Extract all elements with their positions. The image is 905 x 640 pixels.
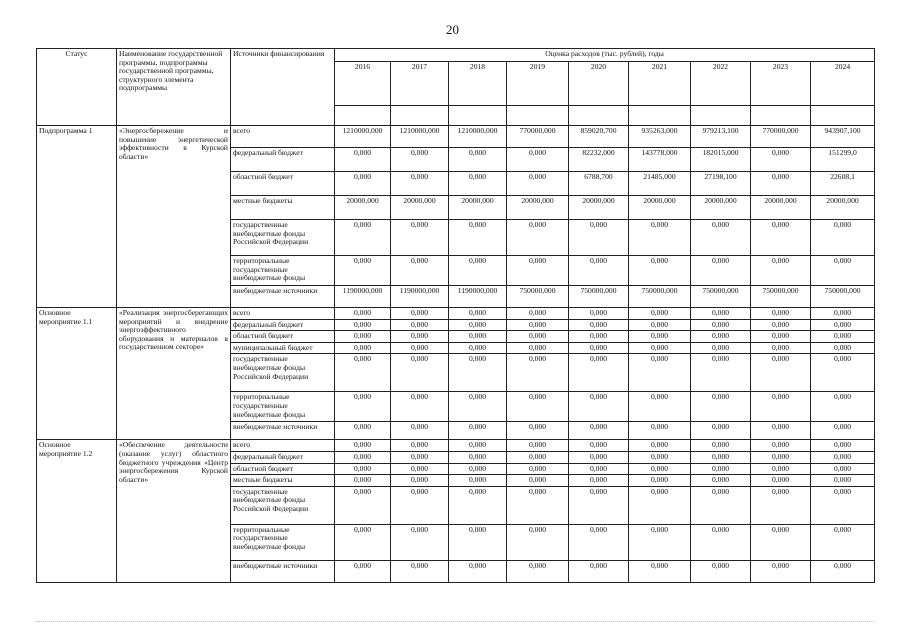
funding-source: государственные внебюджетные фонды Российской Федерации: [231, 354, 335, 392]
amount-cell: 1190000,000: [335, 286, 391, 308]
amount-cell: 20000,000: [449, 196, 507, 220]
header-blank-cell: [507, 106, 569, 126]
amount-cell: 0,000: [751, 354, 811, 392]
amount-cell: 0,000: [449, 331, 507, 343]
amount-cell: 0,000: [507, 319, 569, 331]
amount-cell: 0,000: [449, 524, 507, 560]
section-status: Основное мероприятие 1.2: [37, 440, 117, 582]
amount-cell: 0,000: [391, 172, 449, 196]
amount-cell: 20000,000: [507, 196, 569, 220]
amount-cell: 0,000: [811, 256, 875, 286]
header-source: Источники финансирования: [231, 49, 335, 126]
funding-source: областной бюджет: [231, 172, 335, 196]
amount-cell: 0,000: [449, 422, 507, 440]
amount-cell: 750000,000: [751, 286, 811, 308]
amount-cell: 0,000: [449, 451, 507, 463]
funding-source: всего: [231, 126, 335, 148]
amount-cell: 0,000: [391, 560, 449, 582]
amount-cell: 0,000: [751, 331, 811, 343]
section-name: «Обеспечение деятельности (оказание услуг) областного бюджетного учреждения «Центр энергосбережения Курской области»: [117, 440, 231, 582]
amount-cell: 0,000: [691, 256, 751, 286]
amount-cell: 21485,000: [629, 172, 691, 196]
amount-cell: 0,000: [335, 342, 391, 354]
amount-cell: 0,000: [629, 524, 691, 560]
amount-cell: 0,000: [335, 422, 391, 440]
amount-cell: 0,000: [391, 486, 449, 524]
amount-cell: 0,000: [335, 560, 391, 582]
header-blank-cell: [569, 106, 629, 126]
amount-cell: 182015,000: [691, 148, 751, 172]
amount-cell: 0,000: [335, 331, 391, 343]
amount-cell: 0,000: [569, 486, 629, 524]
amount-cell: 0,000: [391, 319, 449, 331]
amount-cell: 0,000: [811, 486, 875, 524]
amount-cell: 0,000: [751, 451, 811, 463]
amount-cell: 0,000: [811, 331, 875, 343]
expenditure-table: [36, 48, 875, 583]
amount-cell: 750000,000: [507, 286, 569, 308]
amount-cell: 0,000: [569, 331, 629, 343]
header-year: 2018: [449, 62, 507, 106]
amount-cell: 0,000: [629, 220, 691, 256]
header-year: 2022: [691, 62, 751, 106]
amount-cell: 0,000: [449, 354, 507, 392]
amount-cell: 0,000: [751, 392, 811, 422]
amount-cell: 0,000: [569, 451, 629, 463]
amount-cell: 0,000: [391, 342, 449, 354]
amount-cell: 0,000: [449, 560, 507, 582]
funding-source: внебюджетные источники: [231, 560, 335, 582]
amount-cell: 20000,000: [751, 196, 811, 220]
table-row: [37, 440, 875, 452]
section-name: «Реализация энергосберегающих мероприятий и внедрение энергоэффективного оборудования и материалов в государственном секторе»: [117, 308, 231, 440]
amount-cell: 0,000: [629, 319, 691, 331]
amount-cell: 0,000: [629, 475, 691, 487]
funding-source: областной бюджет: [231, 331, 335, 343]
amount-cell: 0,000: [811, 392, 875, 422]
header-blank-cell: [811, 106, 875, 126]
table-row: [37, 126, 875, 148]
header-year: 2023: [751, 62, 811, 106]
amount-cell: 0,000: [507, 524, 569, 560]
amount-cell: 0,000: [569, 422, 629, 440]
amount-cell: 0,000: [811, 451, 875, 463]
amount-cell: 0,000: [691, 524, 751, 560]
amount-cell: 0,000: [569, 463, 629, 475]
amount-cell: 750000,000: [629, 286, 691, 308]
amount-cell: 750000,000: [811, 286, 875, 308]
amount-cell: 1190000,000: [449, 286, 507, 308]
header-year: 2016: [335, 62, 391, 106]
amount-cell: 0,000: [391, 148, 449, 172]
funding-source: всего: [231, 308, 335, 320]
amount-cell: 0,000: [507, 422, 569, 440]
amount-cell: 0,000: [691, 422, 751, 440]
table-row: [37, 308, 875, 320]
amount-cell: 0,000: [391, 308, 449, 320]
amount-cell: 0,000: [569, 220, 629, 256]
amount-cell: 0,000: [391, 354, 449, 392]
funding-source: внебюджетные источники: [231, 422, 335, 440]
header-blank-cell: [335, 106, 391, 126]
amount-cell: 0,000: [691, 354, 751, 392]
amount-cell: 0,000: [691, 486, 751, 524]
amount-cell: 0,000: [751, 319, 811, 331]
amount-cell: 151299,0: [811, 148, 875, 172]
amount-cell: 0,000: [569, 440, 629, 452]
amount-cell: 82232,000: [569, 148, 629, 172]
amount-cell: 0,000: [507, 342, 569, 354]
amount-cell: 0,000: [811, 308, 875, 320]
amount-cell: 0,000: [811, 220, 875, 256]
amount-cell: 0,000: [335, 392, 391, 422]
amount-cell: 979213,100: [691, 126, 751, 148]
funding-source: муниципальный бюджет: [231, 342, 335, 354]
amount-cell: 20000,000: [569, 196, 629, 220]
amount-cell: 0,000: [569, 475, 629, 487]
amount-cell: 0,000: [391, 475, 449, 487]
amount-cell: 0,000: [391, 331, 449, 343]
amount-cell: 0,000: [751, 486, 811, 524]
amount-cell: 0,000: [629, 392, 691, 422]
amount-cell: 0,000: [811, 319, 875, 331]
header-name: Наименование государственной программы, подпрограммы государственной программы, структурного элемента подпрограммы: [117, 49, 231, 126]
funding-source: федеральный бюджет: [231, 319, 335, 331]
amount-cell: 0,000: [629, 560, 691, 582]
amount-cell: 0,000: [629, 308, 691, 320]
amount-cell: 0,000: [507, 354, 569, 392]
section-name: «Энергосбережение и повышение энергетической эффективности в Курской области»: [117, 126, 231, 308]
header-blank-cell: [629, 106, 691, 126]
amount-cell: 0,000: [449, 220, 507, 256]
amount-cell: 0,000: [335, 256, 391, 286]
amount-cell: 0,000: [691, 560, 751, 582]
amount-cell: 770000,000: [751, 126, 811, 148]
amount-cell: 0,000: [691, 392, 751, 422]
amount-cell: 0,000: [811, 354, 875, 392]
amount-cell: 750000,000: [691, 286, 751, 308]
amount-cell: 0,000: [629, 354, 691, 392]
amount-cell: 22608,1: [811, 172, 875, 196]
amount-cell: 0,000: [507, 392, 569, 422]
amount-cell: 0,000: [507, 331, 569, 343]
amount-cell: 0,000: [629, 451, 691, 463]
amount-cell: 750000,000: [569, 286, 629, 308]
header-blank-cell: [751, 106, 811, 126]
amount-cell: 0,000: [751, 342, 811, 354]
header-year: 2019: [507, 62, 569, 106]
amount-cell: 0,000: [691, 475, 751, 487]
amount-cell: 0,000: [569, 354, 629, 392]
amount-cell: 0,000: [507, 560, 569, 582]
header-year: 2017: [391, 62, 449, 106]
amount-cell: 0,000: [811, 342, 875, 354]
amount-cell: 0,000: [391, 440, 449, 452]
amount-cell: 0,000: [391, 451, 449, 463]
funding-source: всего: [231, 440, 335, 452]
amount-cell: 0,000: [449, 463, 507, 475]
amount-cell: 0,000: [507, 148, 569, 172]
amount-cell: 0,000: [811, 560, 875, 582]
amount-cell: 1210000,000: [449, 126, 507, 148]
amount-cell: 0,000: [629, 486, 691, 524]
header-estimate: Оценка расходов (тыс. рублей), годы: [335, 49, 875, 62]
amount-cell: 0,000: [751, 560, 811, 582]
amount-cell: 0,000: [449, 342, 507, 354]
amount-cell: 0,000: [751, 308, 811, 320]
amount-cell: 0,000: [449, 172, 507, 196]
amount-cell: 0,000: [751, 220, 811, 256]
amount-cell: 0,000: [335, 524, 391, 560]
amount-cell: 0,000: [691, 440, 751, 452]
amount-cell: 0,000: [391, 220, 449, 256]
amount-cell: 0,000: [811, 422, 875, 440]
amount-cell: 0,000: [691, 463, 751, 475]
amount-cell: 0,000: [569, 342, 629, 354]
amount-cell: 0,000: [449, 319, 507, 331]
amount-cell: 0,000: [335, 440, 391, 452]
amount-cell: 0,000: [751, 172, 811, 196]
amount-cell: 0,000: [811, 440, 875, 452]
amount-cell: 0,000: [507, 308, 569, 320]
amount-cell: 0,000: [507, 256, 569, 286]
amount-cell: 0,000: [569, 256, 629, 286]
amount-cell: 0,000: [569, 524, 629, 560]
amount-cell: 0,000: [335, 354, 391, 392]
amount-cell: 1210000,000: [335, 126, 391, 148]
funding-source: внебюджетные источники: [231, 286, 335, 308]
amount-cell: 0,000: [449, 392, 507, 422]
funding-source: территориальные государственные внебюджетные фонды: [231, 524, 335, 560]
amount-cell: 0,000: [449, 486, 507, 524]
amount-cell: 770000,000: [507, 126, 569, 148]
funding-source: федеральный бюджет: [231, 148, 335, 172]
amount-cell: 943907,100: [811, 126, 875, 148]
header-status: Статус: [37, 49, 117, 126]
amount-cell: 0,000: [335, 451, 391, 463]
header-blank-cell: [449, 106, 507, 126]
page-footer-line: [36, 621, 874, 622]
amount-cell: 0,000: [449, 148, 507, 172]
amount-cell: 0,000: [507, 486, 569, 524]
amount-cell: 0,000: [507, 463, 569, 475]
amount-cell: 0,000: [391, 524, 449, 560]
amount-cell: 0,000: [629, 342, 691, 354]
amount-cell: 0,000: [751, 475, 811, 487]
amount-cell: 0,000: [751, 148, 811, 172]
amount-cell: 0,000: [811, 463, 875, 475]
header-year: 2020: [569, 62, 629, 106]
amount-cell: 6788,700: [569, 172, 629, 196]
funding-source: государственные внебюджетные фонды Российской Федерации: [231, 486, 335, 524]
amount-cell: 0,000: [391, 422, 449, 440]
amount-cell: 0,000: [629, 463, 691, 475]
amount-cell: 0,000: [507, 440, 569, 452]
amount-cell: 0,000: [507, 451, 569, 463]
amount-cell: 0,000: [507, 220, 569, 256]
amount-cell: 0,000: [569, 308, 629, 320]
amount-cell: 0,000: [335, 148, 391, 172]
amount-cell: 20000,000: [335, 196, 391, 220]
amount-cell: 0,000: [751, 422, 811, 440]
amount-cell: 0,000: [335, 463, 391, 475]
funding-source: территориальные государственные внебюджетные фонды: [231, 256, 335, 286]
amount-cell: 0,000: [629, 256, 691, 286]
amount-cell: 0,000: [629, 422, 691, 440]
header-year: 2021: [629, 62, 691, 106]
amount-cell: 0,000: [569, 392, 629, 422]
amount-cell: 0,000: [335, 308, 391, 320]
amount-cell: 20000,000: [811, 196, 875, 220]
amount-cell: 0,000: [391, 463, 449, 475]
amount-cell: 0,000: [507, 172, 569, 196]
amount-cell: 1190000,000: [391, 286, 449, 308]
amount-cell: 0,000: [569, 319, 629, 331]
funding-source: государственные внебюджетные фонды Российской Федерации: [231, 220, 335, 256]
amount-cell: 0,000: [691, 319, 751, 331]
header-blank-cell: [391, 106, 449, 126]
amount-cell: 20000,000: [391, 196, 449, 220]
amount-cell: 0,000: [691, 342, 751, 354]
section-status: Основное мероприятие 1.1: [37, 308, 117, 440]
amount-cell: 0,000: [569, 560, 629, 582]
funding-source: местные бюджеты: [231, 196, 335, 220]
amount-cell: 0,000: [449, 475, 507, 487]
amount-cell: 0,000: [335, 486, 391, 524]
amount-cell: 0,000: [335, 220, 391, 256]
amount-cell: 0,000: [335, 475, 391, 487]
amount-cell: 0,000: [751, 463, 811, 475]
amount-cell: 0,000: [691, 220, 751, 256]
header-blank-cell: [691, 106, 751, 126]
amount-cell: 0,000: [391, 256, 449, 286]
amount-cell: 0,000: [811, 524, 875, 560]
funding-source: областной бюджет: [231, 463, 335, 475]
amount-cell: 0,000: [691, 308, 751, 320]
page-number: 20: [446, 22, 459, 37]
amount-cell: 0,000: [449, 308, 507, 320]
amount-cell: 0,000: [335, 172, 391, 196]
amount-cell: 27198,100: [691, 172, 751, 196]
funding-source: местные бюджеты: [231, 475, 335, 487]
section-status: Подпрограмма 1: [37, 126, 117, 308]
amount-cell: 0,000: [691, 331, 751, 343]
funding-source: территориальные государственные внебюджетные фонды: [231, 392, 335, 422]
amount-cell: 20000,000: [629, 196, 691, 220]
amount-cell: 0,000: [751, 440, 811, 452]
amount-cell: 935263,000: [629, 126, 691, 148]
amount-cell: 0,000: [629, 440, 691, 452]
header-year: 2024: [811, 62, 875, 106]
amount-cell: 0,000: [507, 475, 569, 487]
amount-cell: 0,000: [629, 331, 691, 343]
amount-cell: 0,000: [751, 524, 811, 560]
amount-cell: 859020,700: [569, 126, 629, 148]
amount-cell: 0,000: [691, 451, 751, 463]
amount-cell: 1210000,000: [391, 126, 449, 148]
amount-cell: 20000,000: [691, 196, 751, 220]
amount-cell: 0,000: [449, 440, 507, 452]
amount-cell: 0,000: [811, 475, 875, 487]
funding-source: федеральный бюджет: [231, 451, 335, 463]
amount-cell: 0,000: [751, 256, 811, 286]
amount-cell: 0,000: [449, 256, 507, 286]
amount-cell: 143778,000: [629, 148, 691, 172]
amount-cell: 0,000: [391, 392, 449, 422]
amount-cell: 0,000: [335, 319, 391, 331]
